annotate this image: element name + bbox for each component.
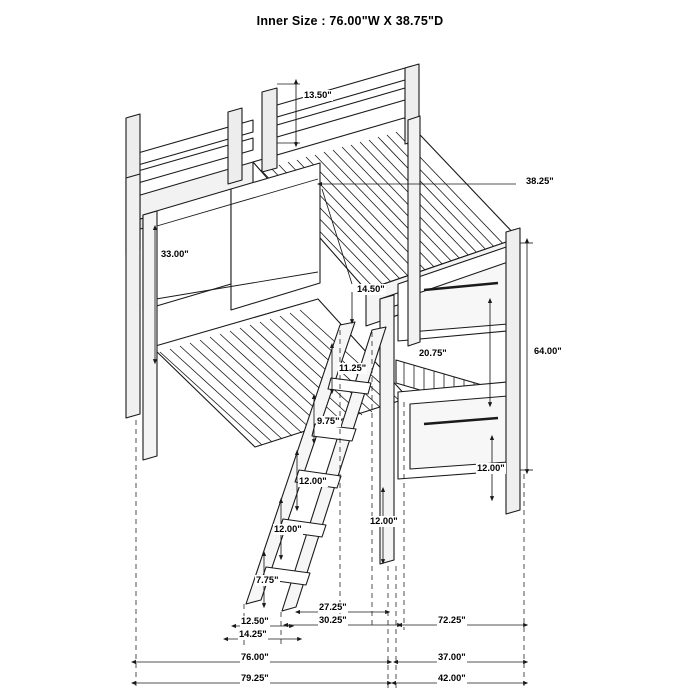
dim-label-lower-to-upper-deck: 33.00" [161, 249, 189, 259]
dim-label-ladder-foot-offset: 12.00" [370, 516, 398, 526]
dim-label-bed-depth-side: 72.25" [438, 615, 466, 625]
dim-label-overall-width: 42.00" [438, 673, 466, 683]
dim-label-lower-deck-floor: 12.00" [477, 463, 505, 473]
dim-label-ladder-step-gap-3: 12.00" [299, 476, 327, 486]
dim-label-ladder-step-gap-1: 11.25" [339, 363, 367, 373]
dim-label-overall-height: 64.00" [534, 346, 562, 356]
dim-label-ladder-bottom-step: 7.75" [256, 575, 279, 585]
dim-label-lower-bunk-height: 20.75" [419, 348, 447, 358]
dim-label-ladder-base-width: 14.25" [239, 629, 267, 639]
dim-label-ladder-top-rail: 14.50" [357, 284, 385, 294]
dim-label-bed-width-side: 37.00" [438, 652, 466, 662]
dim-label-overall-length: 79.25" [241, 673, 269, 683]
dim-label-ladder-depth-top: 27.25" [319, 602, 347, 612]
dim-label-ladder-foot-width: 12.50" [241, 616, 269, 626]
dim-label-ladder-depth-bottom: 30.25" [319, 615, 347, 625]
dim-label-upper-bunk-clearance: 38.25" [526, 176, 554, 186]
dim-label-ladder-step-gap-4: 12.00" [274, 524, 302, 534]
dim-label-ladder-step-gap-2: 9.75" [317, 416, 340, 426]
dim-label-inner-length: 76.00" [241, 652, 269, 662]
dim-label-guardrail-height: 13.50" [304, 90, 332, 100]
bunk-bed-body [126, 64, 520, 611]
page-title: Inner Size : 76.00"W X 38.75"D [256, 14, 444, 28]
